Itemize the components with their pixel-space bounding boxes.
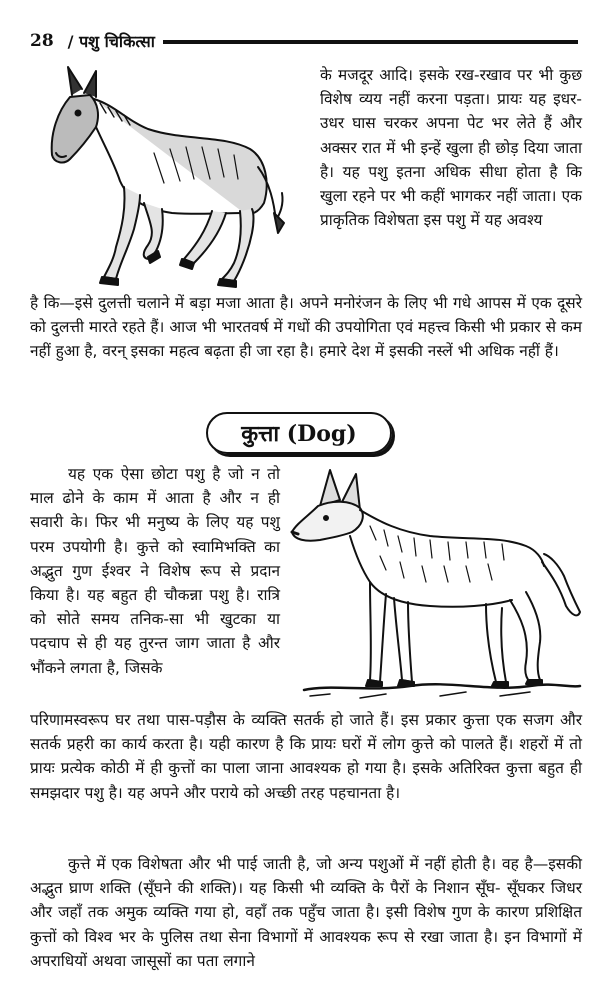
dog-text-paragraph-2: [30, 852, 582, 973]
donkey-text-right-column: [320, 63, 582, 232]
dog-paragraph-1-end: परिणामस्वरूप घर तथा पास-पड़ौस के व्यक्ति सतर्क हो जाते हैं। इस प्रकार कुत्ता एक सजग और सतर्क प्रहरी का कार्य करता है। यही कारण है कि प्रायः घरों में लोग कुत्ते को पालते हैं। शहरों में तो प्रायः प्रत्येक कोठी में ही कुत्तों का पाला जाना आवश्यक हो गया है। इसके अतिरिक्त कुत्ता बहुत ही समझदार पशु है। यह अपने और पराये को अच्छी तरह पहचानता है।: [30, 711, 582, 802]
page-header: [30, 28, 578, 54]
donkey-paragraph-continuation: के मजदूर आदि। इसके रख-रखाव पर भी कुछ विशेष व्यय नहीं करना पड़ता। प्रायः यह इधर-उधर घास चरकर अपना पेट भर लेते हैं और अक्सर रात में भी इन्हें खुला ही छोड़ दिया जाता है। यह पशु इतना अधिक सीधा होता है कि खुला रहने पर भी कहीं भागकर नहीं जाता। एक प्राकृतिक विशेषता इस पशु में यह अवश्य: [320, 66, 582, 230]
header-rule: [163, 40, 578, 44]
dog-text-left-column: [30, 462, 280, 680]
dog-section-heading: [206, 412, 392, 454]
dog-illustration: [290, 466, 582, 702]
page-number: 28: [30, 31, 54, 51]
donkey-illustration: [44, 63, 290, 289]
dog-paragraph-2: कुत्ते में एक विशेषता और भी पाई जाती है, जो अन्य पशुओं में नहीं होती है। वह है—इसकी अद्भुत घ्राण शक्ति (सूँघने की शक्ति)। यह किसी भी व्यक्ति के पैरों के निशान सूँघ- सूँघकर जिधर और जहाँ तक अमुक व्यक्ति गया हो, वहाँ तक पहुँच जाता है। इसी विशेष गुण के कारण प्रशिक्षित कुत्तों को विश्व भर के पुलिस तथा सेना विभागों में आवश्यक रूप से रखा जाता है। इन विभागों में अपराधियों अथवा जासूसों का पता लगाने: [30, 855, 582, 970]
running-title: / पशु चिकित्सा: [67, 32, 155, 51]
dog-paragraph-1-start: यह एक ऐसा छोटा पशु है जो न तो माल ढोने के काम में आता है और न ही सवारी के। फिर भी मनुष्य के लिए यह पशु परम उपयोगी है। कुत्ते को स्वामिभक्ति का अद्भुत गुण ईश्वर ने विशेष रूप से प्रदान किया है। यह बहुत ही चौकन्ना पशु है। रात्रि को सोते समय तनिक-सा भी खुटका या पदचाप से ही यह तुरन्त जाग जाता है और भौंकने लगता है, जिसके: [30, 465, 280, 677]
donkey-paragraph-end: है कि—इसे दुलत्ती चलाने में बड़ा मजा आता है। अपने मनोरंजन के लिए भी गधे आपस में एक दूसरे को दुलत्ती मारते रहते हैं। आज भी भारतवर्ष में गधों की उपयोगिता एवं महत्त्व किसी भी प्रकार से कम नहीं हुआ है, वरन् इसका महत्व बढ़ता ही जा रहा है। हमारे देश में इसकी नस्लें भी अधिक नहीं हैं।: [30, 294, 582, 361]
donkey-text-full-width: [30, 291, 582, 364]
dog-heading-text: कुत्ता (Dog): [241, 421, 357, 447]
dog-text-full-width: [30, 708, 582, 805]
